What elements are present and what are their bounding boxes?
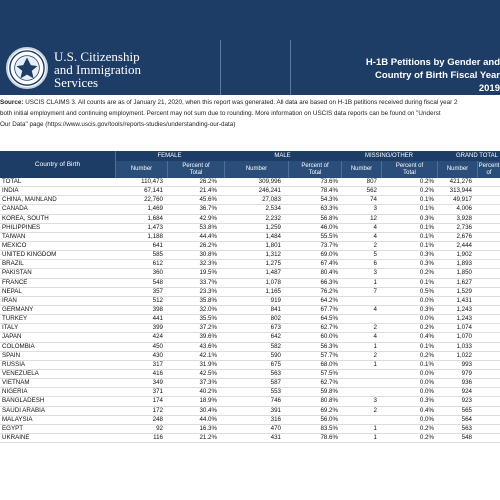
table-row [0,407,500,416]
table-row [0,434,500,443]
female-percent-cell: 39.6% [199,333,217,341]
male-number-cell: 587 [270,379,281,387]
total-number-cell: 565 [461,406,472,414]
missing-percent-cell: 0.1% [419,232,434,240]
missing-number-cell: 74 [370,196,377,204]
country-cell: PHILIPPINES [2,223,41,231]
missing-percent-cell: 0.5% [419,287,434,295]
report-title-line2: Country of Birth Fiscal Year [375,70,500,81]
male-percent-cell: 76.2% [320,287,338,295]
country-cell: VENEZUELA [2,369,39,377]
male-percent-cell: 67.4% [320,260,338,268]
male-number-cell: 582 [270,342,281,350]
table-row [0,352,500,361]
total-number-cell: 1,074 [456,324,472,332]
country-cell: GERMANY [2,305,34,313]
missing-number-cell: 562 [366,187,377,195]
total-number-cell: 1,529 [456,287,472,295]
source-note [0,97,500,155]
total-number-cell: 548 [461,433,472,441]
male-percent-header-line1: Percent of [301,162,329,169]
table-row [0,324,500,333]
female-percent-cell: 33.7% [199,278,217,286]
country-cell: SPAIN [2,351,21,359]
group-total-header: GRAND TOTAL [455,153,498,159]
male-number-cell: 919 [270,296,281,304]
female-percent-cell: 37.3% [199,379,217,387]
male-percent-cell: 64.2% [320,296,338,304]
missing-percent-cell: 0.2% [419,433,434,441]
male-percent-cell: 83.5% [320,424,338,432]
missing-number-cell: 3 [373,269,377,277]
missing-percent-header-line1: Percent of [395,162,424,169]
source-line1: USCIS CLAIMS 3. All counts are as of January 21, 2020, when this report was generated. All data are based on H-1B petitions received during fiscal year 2 [23,99,458,106]
female-number-cell: 174 [152,397,163,405]
country-cell: TOTAL [2,178,22,185]
female-number-cell: 349 [152,379,163,387]
female-percent-cell: 53.8% [199,223,217,231]
male-number-cell: 391 [270,406,281,414]
male-percent-cell: 62.7% [320,379,338,387]
male-number-cell: 1,312 [265,251,281,259]
female-percent-cell: 37.2% [199,324,217,332]
missing-number-cell: 7 [373,287,377,295]
male-number-cell: 470 [270,424,281,432]
table-header [0,151,500,178]
male-number-cell: 1,801 [265,241,281,249]
female-percent-cell: 42.5% [199,369,217,377]
missing-percent-cell: 0.3% [419,251,434,259]
total-number-cell: 936 [461,379,472,387]
male-percent-cell: 64.5% [320,315,338,323]
country-cell: VIETNAM [2,379,30,387]
table-row [0,279,500,288]
male-percent-cell: 59.8% [320,388,338,396]
country-cell: JAPAN [2,333,22,341]
male-percent-cell: 56.3% [320,342,338,350]
missing-percent-cell: 0.2% [419,351,434,359]
male-percent-cell: 56.8% [320,214,338,222]
total-number-header: Number [437,161,477,178]
report-title-line3: 2019 [478,83,500,94]
total-number-cell: 4,006 [456,205,472,213]
missing-number-cell: 1 [373,433,377,441]
missing-number-cell: 12 [370,214,377,222]
country-cell: TAIWAN [2,232,26,240]
country-cell: UNITED KINGDOM [2,251,57,259]
male-number-cell: 746 [270,397,281,405]
missing-number-cell: 807 [366,178,377,185]
country-cell: NEPAL [2,287,22,295]
male-number-cell: 802 [270,315,281,323]
male-percent-cell: 63.3% [320,205,338,213]
table-row [0,187,500,196]
table-row [0,397,500,406]
female-percent-cell: 26.2% [199,241,217,249]
table-row [0,297,500,306]
table-row [0,205,500,214]
female-number-cell: 548 [152,278,163,286]
table-row [0,233,500,242]
country-cell: PAKISTAN [2,269,32,277]
missing-number-cell: 5 [373,251,377,259]
female-number-cell: 1,684 [147,214,163,222]
female-number-cell: 512 [152,296,163,304]
country-cell: CANADA [2,205,28,213]
male-percent-cell: 78.6% [320,433,338,441]
female-number-cell: 67,141 [144,187,163,195]
missing-percent-header-line2: Total [403,169,416,176]
female-number-cell: 399 [152,324,163,332]
source-line2: both initial employment and continuing employment. Percent may not sum due to rounding. More information on USCIS data reports can be found on "Underst [0,110,441,117]
female-percent-cell: 30.8% [199,251,217,259]
source-label: Source: [0,99,24,106]
table-row [0,315,500,324]
missing-percent-cell: 0.1% [419,360,434,368]
missing-number-cell: 6 [373,260,377,268]
missing-number-cell: 3 [373,397,377,405]
female-percent-cell: 21.4% [199,187,217,195]
source-line3: Our Data" page (https://www.uscis.gov/tools/reports-studies/understanding-our-data) [0,121,236,128]
male-percent-cell: 55.5% [320,232,338,240]
female-percent-cell: 36.7% [199,205,217,213]
female-percent-cell: 44.0% [199,415,217,423]
female-number-cell: 116 [153,433,163,441]
male-percent-cell: 57.7% [320,351,338,359]
male-percent-cell: 69.2% [320,406,338,414]
table-row [0,361,500,370]
country-cell: TURKEY [2,315,28,323]
missing-percent-cell: 0.2% [419,178,434,185]
table-row [0,306,500,315]
male-number-cell: 309,996 [258,178,281,185]
country-cell: SAUDI ARABIA [2,406,45,414]
female-number-cell: 641 [152,241,163,249]
total-number-cell: 1,850 [456,269,472,277]
female-number-cell: 317 [152,360,163,368]
male-percent-cell: 80.4% [320,269,338,277]
missing-number-cell: 4 [373,223,377,231]
female-number-cell: 424 [152,333,163,341]
missing-percent-cell: 0.1% [419,241,434,249]
male-percent-cell: 56.0% [320,415,338,423]
table-row [0,215,500,224]
total-number-cell: 1,893 [456,260,472,268]
female-number-cell: 430 [152,351,163,359]
male-number-cell: 2,232 [265,214,281,222]
male-number-header: Number [224,161,288,178]
table-row [0,343,500,352]
missing-percent-cell: 0.2% [419,269,434,277]
country-cell: EGYPT [2,424,23,432]
country-cell: NIGERIA [2,388,28,396]
female-number-cell: 248 [152,415,163,423]
agency-name-line2: and Immigration [54,62,142,77]
male-percent-cell: 46.0% [320,223,338,231]
country-cell: MALAYSIA [2,415,33,423]
total-number-cell: 2,736 [456,223,472,231]
country-cell: MEXICO [2,241,27,249]
total-number-cell: 924 [461,388,472,396]
female-number-cell: 360 [152,269,163,277]
female-number-header: Number [115,161,167,178]
missing-percent-cell: 0.2% [419,187,434,195]
female-percent-cell: 32.3% [199,260,217,268]
table-row [0,260,500,269]
female-number-cell: 416 [152,369,163,377]
female-percent-cell: 35.8% [199,296,217,304]
country-cell: KOREA, SOUTH [2,214,49,222]
missing-percent-cell: 0.2% [419,424,434,432]
female-percent-cell: 23.3% [199,287,217,295]
missing-percent-cell: 0.1% [419,196,434,204]
total-number-cell: 1,033 [456,342,472,350]
missing-percent-cell: 0.2% [419,324,434,332]
female-number-cell: 450 [152,342,163,350]
country-cell: ITALY [2,324,19,332]
missing-number-cell: 1 [373,360,377,368]
total-number-cell: 3,928 [456,214,472,222]
female-number-cell: 612 [152,260,163,268]
female-number-cell: 398 [152,305,163,313]
female-percent-cell: 30.4% [199,406,217,414]
total-number-cell: 1,431 [456,296,472,304]
missing-percent-cell: 0.0% [419,415,434,423]
total-number-cell: 421,276 [449,178,472,185]
female-number-cell: 1,469 [147,205,163,213]
missing-number-cell: 3 [373,205,377,213]
female-number-cell: 441 [152,315,163,323]
male-number-cell: 27,083 [262,196,281,204]
male-percent-cell: 73.6% [320,178,338,185]
missing-number-header: Number [341,161,381,178]
male-number-cell: 673 [270,324,281,332]
female-percent-cell: 35.5% [199,315,217,323]
female-percent-header [167,161,224,178]
missing-number-cell: 1 [373,342,377,350]
report-title [366,56,500,95]
missing-percent-cell: 0.1% [419,223,434,231]
male-percent-header [288,161,341,178]
male-number-cell: 316 [270,415,281,423]
total-number-cell: 1,022 [456,351,472,359]
female-number-cell: 92 [156,424,163,432]
male-number-cell: 675 [270,360,281,368]
male-number-cell: 1,275 [265,260,281,268]
total-number-cell: 49,917 [453,196,472,204]
female-percent-cell: 18.9% [199,397,217,405]
female-number-cell: 1,188 [147,232,163,240]
missing-number-cell: 4 [373,232,377,240]
agency-name-line3: Services [54,75,99,90]
report-title-line1: H-1B Petitions by Gender and [365,57,500,68]
total-number-cell: 313,944 [449,187,472,195]
missing-percent-cell: 0.1% [419,278,434,286]
male-number-cell: 2,534 [265,205,281,213]
male-number-cell: 1,487 [265,269,281,277]
missing-number-cell: 2 [373,351,377,359]
missing-percent-cell: 0.0% [419,388,434,396]
missing-number-cell: 2 [373,241,377,249]
total-number-cell: 993 [461,360,472,368]
total-number-cell: 979 [461,369,472,377]
female-percent-cell: 43.6% [199,342,217,350]
female-percent-cell: 42.9% [199,214,217,222]
missing-number-cell: 1 [373,278,377,286]
agency-logo-block [0,40,221,95]
male-percent-cell: 68.0% [320,360,338,368]
female-number-cell: 357 [152,287,163,295]
country-cell: UKRAINE [2,433,30,441]
missing-number-cell: 4 [373,305,377,313]
missing-percent-cell: 0.0% [419,315,434,323]
missing-number-cell: 1 [373,424,377,432]
country-cell: BANGLADESH [2,397,45,405]
country-cell: CHINA, MAINLAND [2,196,57,204]
country-cell: INDIA [2,187,19,195]
table-row [0,333,500,342]
table-row [0,288,500,297]
total-number-cell: 564 [461,415,472,423]
missing-percent-cell: 0.1% [419,205,434,213]
total-number-cell: 923 [461,397,472,405]
male-number-cell: 1,484 [265,232,281,240]
male-percent-cell: 62.7% [320,324,338,332]
female-percent-cell: 42.1% [199,351,217,359]
country-cell: FRANCE [2,278,28,286]
country-cell: IRAN [2,296,17,304]
header-spacer-cell [220,40,291,95]
female-percent-cell: 44.4% [199,232,217,240]
missing-percent-cell: 0.3% [419,397,434,405]
total-percent-header [477,161,500,178]
table-row [0,224,500,233]
total-number-cell: 1,627 [456,278,472,286]
group-female-header: FEMALE [157,153,182,159]
country-cell: BRAZIL [2,260,24,268]
male-percent-cell: 73.7% [320,241,338,249]
missing-percent-cell: 0.4% [419,406,434,414]
female-percent-cell: 31.9% [199,360,217,368]
female-percent-header-line1: Percent of [182,162,210,169]
country-cell: RUSSIA [2,360,26,368]
table-row [0,379,500,388]
table-row [0,196,500,205]
missing-percent-cell: 0.3% [419,305,434,313]
dhs-seal-icon [6,47,48,89]
male-percent-header-line2: Total [308,169,322,176]
male-number-cell: 590 [270,351,281,359]
table-row [0,242,500,251]
missing-percent-cell: 0.0% [419,379,434,387]
female-percent-cell: 21.2% [199,433,217,441]
table-row [0,269,500,278]
missing-percent-header [381,161,437,178]
total-number-cell: 2,676 [456,232,472,240]
missing-number-cell: 4 [373,333,377,341]
female-percent-cell: 26.2% [199,178,217,185]
female-number-cell: 585 [152,251,163,259]
male-number-cell: 1,165 [265,287,281,295]
male-number-cell: 553 [270,388,281,396]
agency-name [54,50,141,89]
female-percent-cell: 40.2% [199,388,217,396]
female-number-cell: 172 [152,406,163,414]
total-number-cell: 1,902 [456,251,472,259]
female-number-cell: 371 [152,388,163,396]
male-percent-cell: 66.3% [320,278,338,286]
male-number-cell: 563 [270,369,281,377]
col-country-header: Country of Birth [34,161,81,168]
male-number-cell: 642 [270,333,281,341]
missing-percent-cell: 0.3% [419,260,434,268]
female-number-cell: 1,473 [147,223,163,231]
group-missing-header: MISSING/OTHER [364,153,413,159]
female-percent-header-line2: Total [189,169,203,176]
total-number-cell: 1,243 [456,315,472,323]
male-number-cell: 1,078 [265,278,281,286]
country-cell: COLOMBIA [2,342,35,350]
report-header [0,0,500,95]
missing-percent-cell: 0.4% [419,333,434,341]
female-number-cell: 110,473 [141,178,163,185]
male-percent-cell: 57.5% [320,369,338,377]
female-percent-cell: 19.5% [199,269,217,277]
total-number-cell: 1,070 [456,333,472,341]
total-number-cell: 2,444 [456,241,472,249]
female-percent-cell: 45.6% [199,196,217,204]
missing-number-cell: 2 [373,324,377,332]
table-row [0,370,500,379]
male-percent-cell: 69.0% [320,251,338,259]
male-percent-cell: 60.0% [320,333,338,341]
male-number-cell: 246,241 [258,187,281,195]
group-male-header: MALE [274,153,291,159]
table-body [0,178,500,443]
female-number-cell: 22,760 [144,196,163,204]
missing-percent-cell: 0.3% [419,214,434,222]
male-number-cell: 1,259 [265,223,281,231]
total-number-cell: 1,243 [456,305,472,313]
male-percent-cell: 80.8% [320,397,338,405]
table-row [0,251,500,260]
male-percent-cell: 54.3% [320,196,338,204]
female-percent-cell: 16.3% [199,424,217,432]
missing-number-cell: 2 [373,406,377,414]
male-percent-cell: 78.4% [320,187,338,195]
table-row [0,388,500,397]
male-percent-cell: 67.7% [320,305,338,313]
table-row [0,178,500,187]
female-percent-cell: 32.0% [199,305,217,313]
table-row [0,416,500,425]
table-row [0,425,500,434]
agency-name-line1: U.S. Citizenship [54,49,140,64]
male-number-cell: 431 [270,433,281,441]
missing-percent-cell: 0.1% [419,342,434,350]
total-number-cell: 563 [461,424,472,432]
missing-percent-cell: 0.0% [419,369,434,377]
missing-percent-cell: 0.0% [419,296,434,304]
male-number-cell: 841 [270,305,281,313]
total-percent-header-line1: Percent of [478,162,500,176]
